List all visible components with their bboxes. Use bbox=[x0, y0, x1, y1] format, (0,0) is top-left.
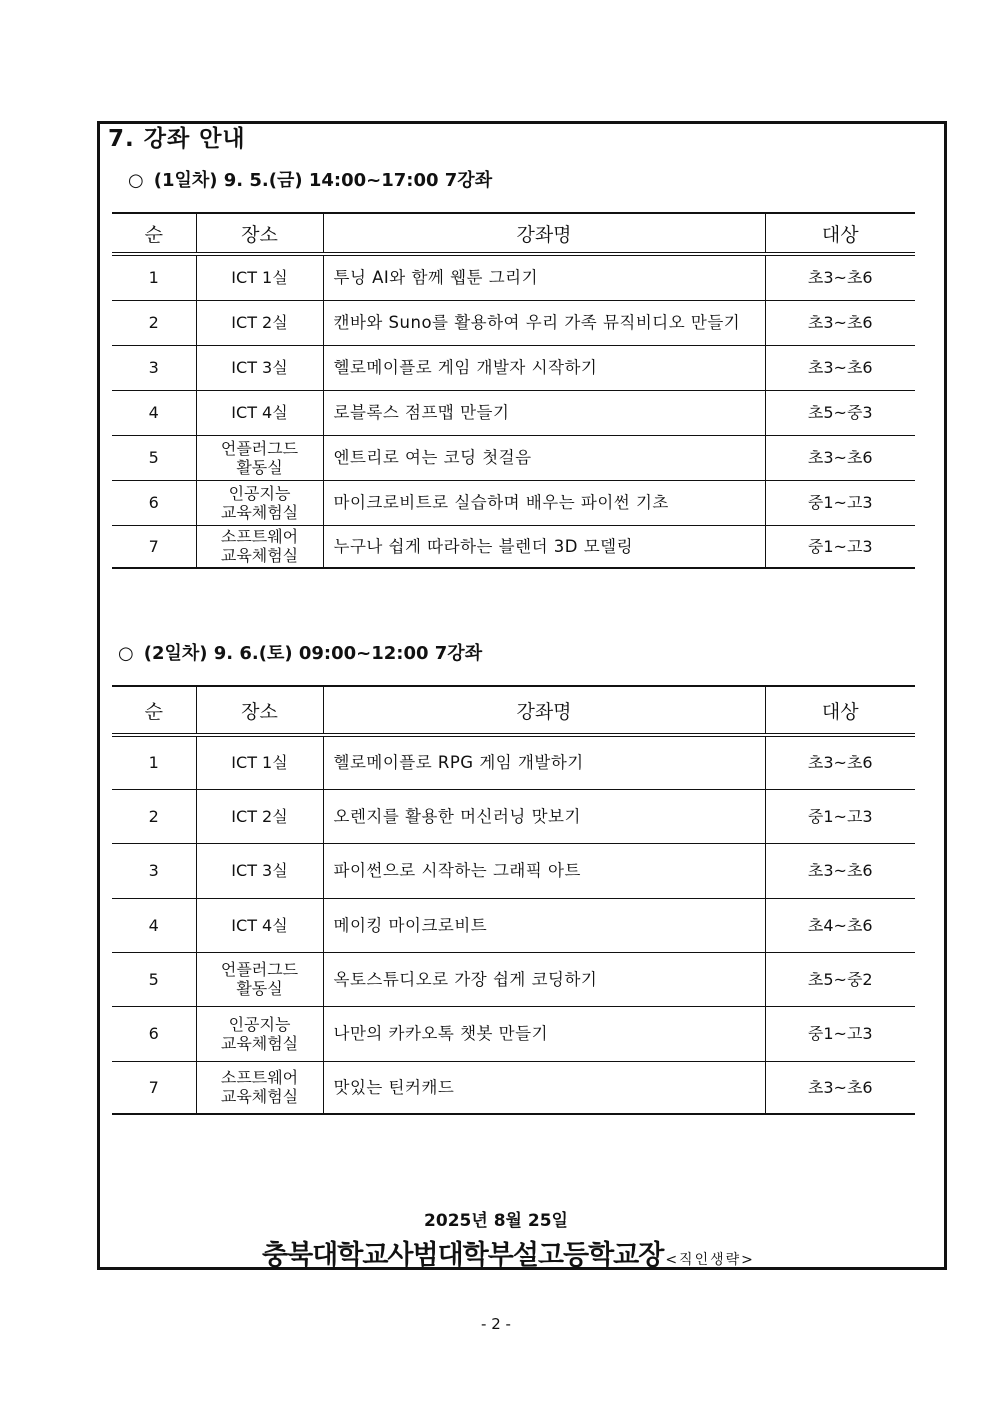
cell-no: 6 bbox=[112, 1006, 196, 1061]
cell-target: 초3~초6 bbox=[765, 435, 915, 480]
cell-no: 2 bbox=[112, 789, 196, 843]
table-row bbox=[112, 898, 915, 952]
col-header-course: 강좌명 bbox=[323, 686, 765, 735]
day2-heading-text: (2일차) 9. 6.(토) 09:00~12:00 7강좌 bbox=[143, 643, 483, 664]
cell-no: 3 bbox=[112, 345, 196, 390]
table-row bbox=[112, 435, 915, 480]
cell-place: ICT 4실 bbox=[196, 390, 323, 435]
cell-course-name: 맛있는 틴커캐드 bbox=[323, 1061, 765, 1114]
cell-no: 7 bbox=[112, 525, 196, 568]
cell-target: 중1~고3 bbox=[765, 480, 915, 525]
table-row bbox=[112, 1006, 915, 1061]
cell-place: 소프트웨어 교육체험실 bbox=[196, 525, 323, 568]
cell-course-name: 투닝 AI와 함께 웹툰 그리기 bbox=[323, 254, 765, 300]
cell-course-name: 엔트리로 여는 코딩 첫걸음 bbox=[323, 435, 765, 480]
col-header-course: 강좌명 bbox=[323, 213, 765, 254]
cell-course-name: 누구나 쉽게 따라하는 블렌더 3D 모델링 bbox=[323, 525, 765, 568]
cell-no: 1 bbox=[148, 753, 159, 773]
cell-course-name: 헬로메이플로 RPG 게임 개발하기 bbox=[323, 735, 765, 789]
cell-target: 초3~초6 bbox=[765, 300, 915, 345]
seal-note: <직인생략> bbox=[665, 1252, 755, 1268]
cell-target: 중1~고3 bbox=[765, 525, 915, 568]
cell-place: ICT 2실 bbox=[196, 789, 323, 843]
cell-course-name: 헬로메이플로 게임 개발자 시작하기 bbox=[323, 345, 765, 390]
signer bbox=[262, 1233, 755, 1272]
cell-target: 초3~초6 bbox=[765, 735, 915, 789]
cell-no: 5 bbox=[112, 952, 196, 1006]
cell-course-name: 마이크로비트로 실습하며 배우는 파이썬 기초 bbox=[323, 480, 765, 525]
cell-no: 7 bbox=[112, 1061, 196, 1114]
cell-target: 초5~중2 bbox=[765, 952, 915, 1006]
cell-place: 인공지능 교육체험실 bbox=[196, 480, 323, 525]
cell-no: 3 bbox=[112, 843, 196, 898]
cell-place: 언플러그드 활동실 bbox=[196, 952, 323, 1006]
table-row bbox=[112, 390, 915, 435]
cell-place: 인공지능 교육체험실 bbox=[196, 1006, 323, 1061]
bullet-circle-icon: ○ bbox=[118, 643, 134, 664]
cell-place: ICT 1실 bbox=[196, 735, 323, 789]
col-header-no: 순 bbox=[144, 700, 163, 723]
cell-place: ICT 2실 bbox=[196, 300, 323, 345]
cell-no: 6 bbox=[112, 480, 196, 525]
cell-target: 초3~초6 bbox=[765, 254, 915, 300]
cell-target: 초4~초6 bbox=[765, 898, 915, 952]
bullet-circle-icon: ○ bbox=[128, 170, 144, 191]
cell-target: 초5~중3 bbox=[765, 390, 915, 435]
table-row bbox=[112, 345, 915, 390]
cell-target: 중1~고3 bbox=[765, 1006, 915, 1061]
cell-course-name: 캔바와 Suno를 활용하여 우리 가족 뮤직비디오 만들기 bbox=[323, 300, 765, 345]
cell-target: 초3~초6 bbox=[765, 345, 915, 390]
cell-target: 초3~초6 bbox=[765, 1061, 915, 1114]
table-row bbox=[112, 480, 915, 525]
table-row bbox=[112, 300, 915, 345]
table-row bbox=[112, 843, 915, 898]
cell-target: 초3~초6 bbox=[765, 843, 915, 898]
cell-target: 중1~고3 bbox=[765, 789, 915, 843]
cell-course-name: 오렌지를 활용한 머신러닝 맛보기 bbox=[323, 789, 765, 843]
table-header-row bbox=[112, 686, 915, 735]
table-row bbox=[112, 254, 915, 300]
issue-date: 2025년 8월 25일 bbox=[424, 1211, 568, 1231]
table-row bbox=[112, 952, 915, 1006]
table-row bbox=[112, 735, 915, 789]
day1-heading-text: (1일차) 9. 5.(금) 14:00~17:00 7강좌 bbox=[153, 170, 493, 191]
signer-name: 충북대학교사범대학부설고등학교장 bbox=[262, 1240, 664, 1271]
cell-place: 소프트웨어 교육체험실 bbox=[196, 1061, 323, 1114]
day2-heading bbox=[118, 639, 482, 665]
col-header-target: 대상 bbox=[765, 686, 915, 735]
cell-no: 1 bbox=[148, 268, 159, 288]
col-header-place: 장소 bbox=[196, 686, 323, 735]
table-header-row bbox=[112, 213, 915, 254]
cell-place: ICT 4실 bbox=[196, 898, 323, 952]
page-number: - 2 - bbox=[481, 1315, 511, 1333]
cell-course-name: 나만의 카카오톡 챗봇 만들기 bbox=[323, 1006, 765, 1061]
col-header-no: 순 bbox=[144, 223, 163, 246]
table-row bbox=[112, 525, 915, 568]
cell-no: 2 bbox=[112, 300, 196, 345]
cell-course-name: 옥토스튜디오로 가장 쉽게 코딩하기 bbox=[323, 952, 765, 1006]
cell-place: 언플러그드 활동실 bbox=[196, 435, 323, 480]
cell-no: 5 bbox=[112, 435, 196, 480]
cell-course-name: 파이썬으로 시작하는 그래픽 아트 bbox=[323, 843, 765, 898]
section-title: 7. 강좌 안내 bbox=[108, 126, 246, 152]
cell-course-name: 로블록스 점프맵 만들기 bbox=[323, 390, 765, 435]
cell-place: ICT 3실 bbox=[196, 843, 323, 898]
day1-table bbox=[112, 212, 915, 569]
table-row bbox=[112, 789, 915, 843]
cell-place: ICT 3실 bbox=[196, 345, 323, 390]
cell-place: ICT 1실 bbox=[196, 254, 323, 300]
cell-no: 4 bbox=[112, 390, 196, 435]
cell-no: 4 bbox=[112, 898, 196, 952]
cell-course-name: 메이킹 마이크로비트 bbox=[323, 898, 765, 952]
table-row bbox=[112, 1061, 915, 1114]
col-header-place: 장소 bbox=[196, 213, 323, 254]
day1-heading bbox=[128, 166, 492, 192]
col-header-target: 대상 bbox=[765, 213, 915, 254]
day2-table bbox=[112, 685, 915, 1115]
